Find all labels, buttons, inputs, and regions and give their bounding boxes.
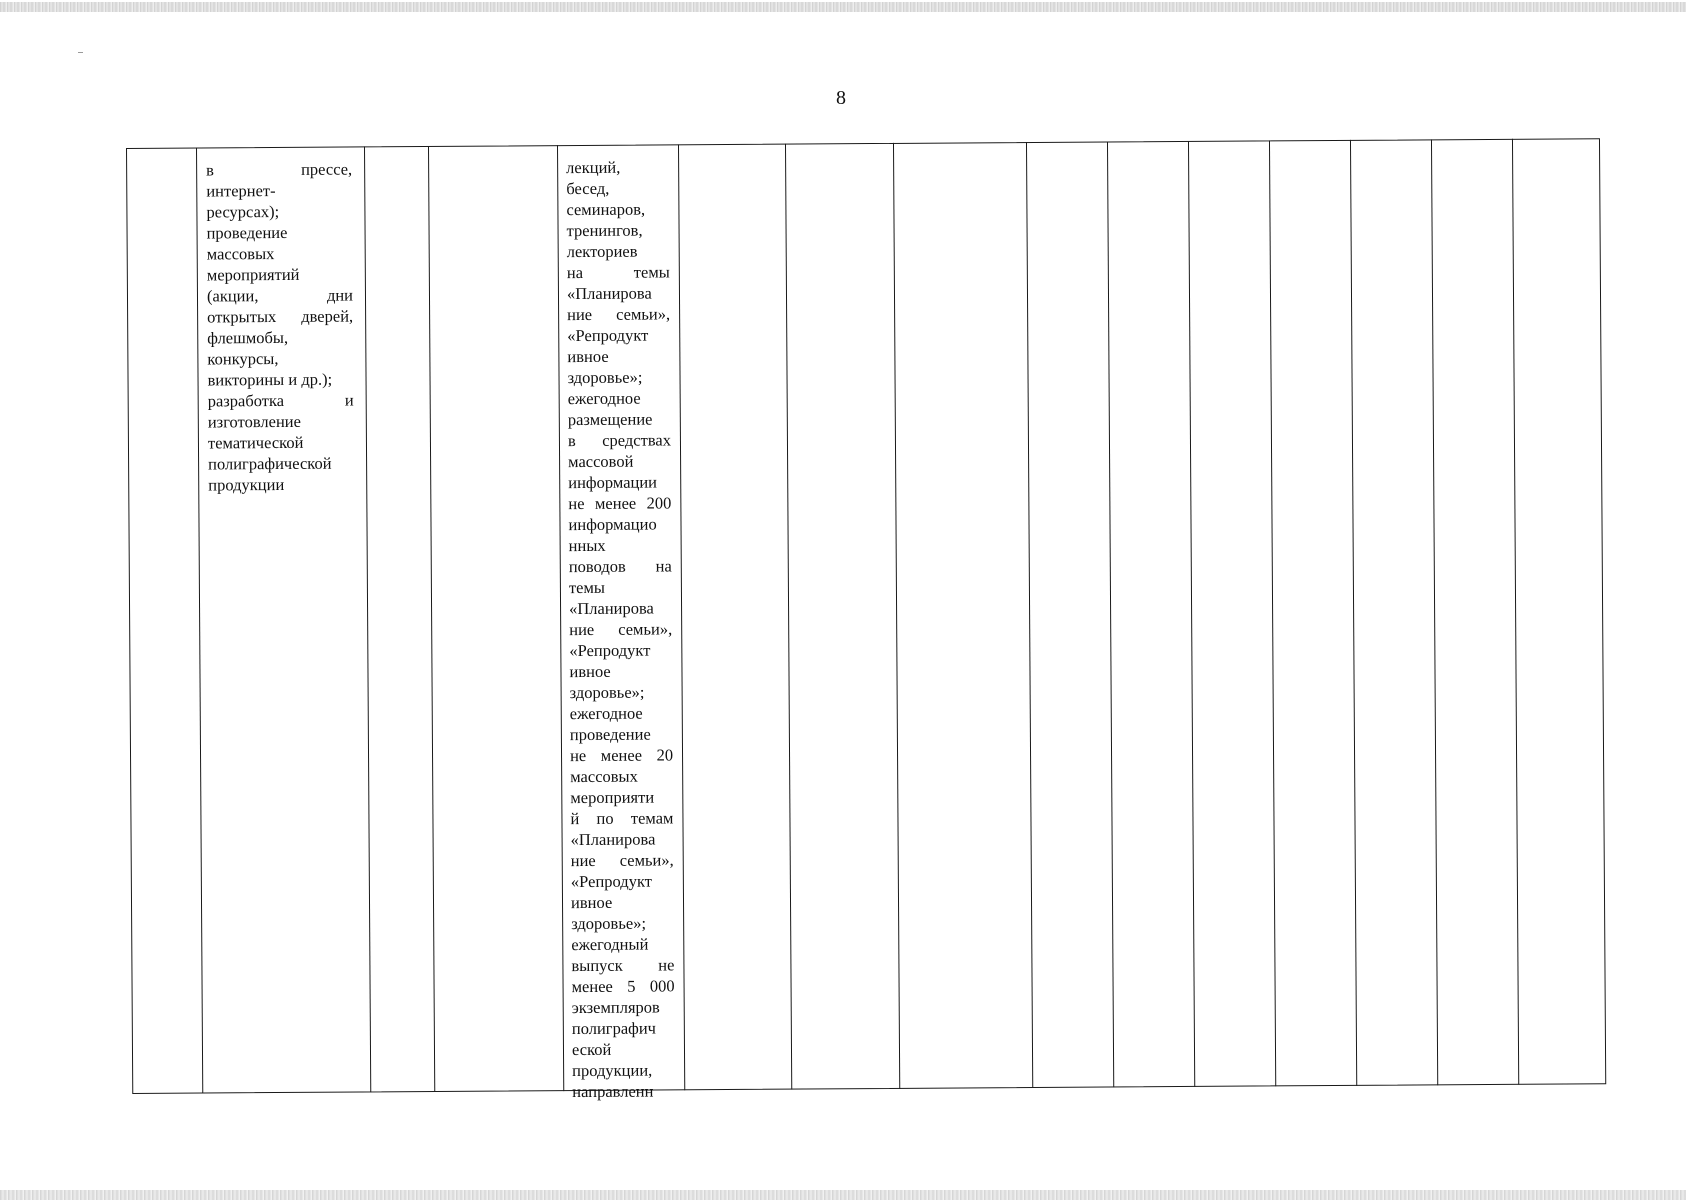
- cell-line: флешмобы,: [207, 327, 289, 348]
- cell-line: интернет-: [206, 181, 276, 201]
- cell-line: ивное: [569, 661, 611, 682]
- cell-line: здоровье»;: [571, 913, 647, 934]
- cell-line: «Репродукт: [569, 640, 651, 661]
- cell-line: тренингов,: [566, 220, 643, 241]
- scan-edge-bottom: [0, 1190, 1686, 1200]
- cell-line: выпуск не: [571, 955, 675, 976]
- cell-line: продукции,: [572, 1060, 653, 1081]
- cell-line: полиграфической: [208, 453, 332, 474]
- cell-line: «Репродукт: [570, 871, 652, 892]
- cell-line: не менее 200: [568, 493, 672, 514]
- cell-line: лекториев: [566, 241, 638, 262]
- cell-line: ресурсах);: [206, 201, 280, 222]
- cell-line: не менее 20: [569, 745, 674, 766]
- cell-line: на темы: [566, 262, 670, 283]
- cell-line: изготовление: [207, 411, 301, 432]
- cell-measures-text: [206, 159, 354, 496]
- cell-line: «Планирова: [570, 829, 656, 850]
- cell-line: викторины и др.);: [207, 369, 333, 390]
- cell-line: нных: [568, 535, 606, 556]
- cell-line: ние семьи»,: [569, 619, 673, 640]
- cell-line: разработка и: [207, 390, 354, 411]
- scan-edge-top: [0, 2, 1686, 12]
- cell-line: продукции: [208, 474, 285, 495]
- cell-line: ежегодное: [569, 703, 643, 724]
- cell-line: размещение: [567, 409, 653, 430]
- cell-line: проведение: [206, 222, 288, 243]
- cell-line: проведение: [569, 724, 651, 745]
- scan-speck: [78, 52, 83, 53]
- cell-line: тематической: [207, 432, 304, 453]
- cell-line: еской: [571, 1039, 612, 1060]
- continuation-table: [126, 138, 1606, 1102]
- cell-line: семинаров,: [566, 199, 646, 220]
- cell-line: ние семьи»,: [567, 304, 671, 325]
- cell-line: бесед,: [566, 178, 610, 199]
- cell-line: ивное: [567, 346, 609, 367]
- cell-line: «Репродукт: [567, 325, 649, 346]
- cell-line: в средствах: [567, 430, 672, 451]
- cell-line: конкурсы,: [207, 348, 279, 369]
- cell-line: ежегодное: [567, 388, 641, 409]
- cell-line: й по темам: [570, 808, 674, 829]
- cell-line: «Планирова: [566, 283, 652, 304]
- cell-line: ивное: [570, 892, 613, 913]
- cell-line: здоровье»;: [567, 367, 643, 388]
- cell-line: мероприятий: [206, 264, 300, 285]
- cell-line: поводов на: [568, 556, 672, 577]
- cell-line: направленн: [572, 1081, 654, 1102]
- cell-line: ежегодный: [571, 934, 649, 955]
- cell-line: массовых: [206, 244, 275, 264]
- cell-line: в прессе,: [206, 159, 353, 180]
- page-number: 8: [836, 87, 846, 109]
- cell-line: экземпляров: [571, 997, 660, 1018]
- cell-line: информации: [568, 472, 658, 493]
- cell-indicators-text: [566, 156, 675, 1102]
- cell-line: темы: [568, 577, 606, 598]
- cell-line: менее 5 000: [571, 976, 675, 997]
- cell-line: (акции, дни: [206, 285, 354, 306]
- cell-line: массовых: [570, 766, 638, 787]
- cell-line: лекций,: [566, 157, 621, 178]
- cell-line: массовой: [568, 451, 634, 472]
- cell-line: полиграфич: [571, 1018, 657, 1039]
- cell-line: ние семьи»,: [570, 850, 674, 871]
- cell-line: «Планирова: [569, 598, 654, 619]
- cell-line: мероприяти: [570, 787, 655, 808]
- cell-line: открытых дверей,: [207, 306, 354, 327]
- cell-line: информацио: [568, 514, 657, 535]
- cell-line: здоровье»;: [569, 682, 645, 703]
